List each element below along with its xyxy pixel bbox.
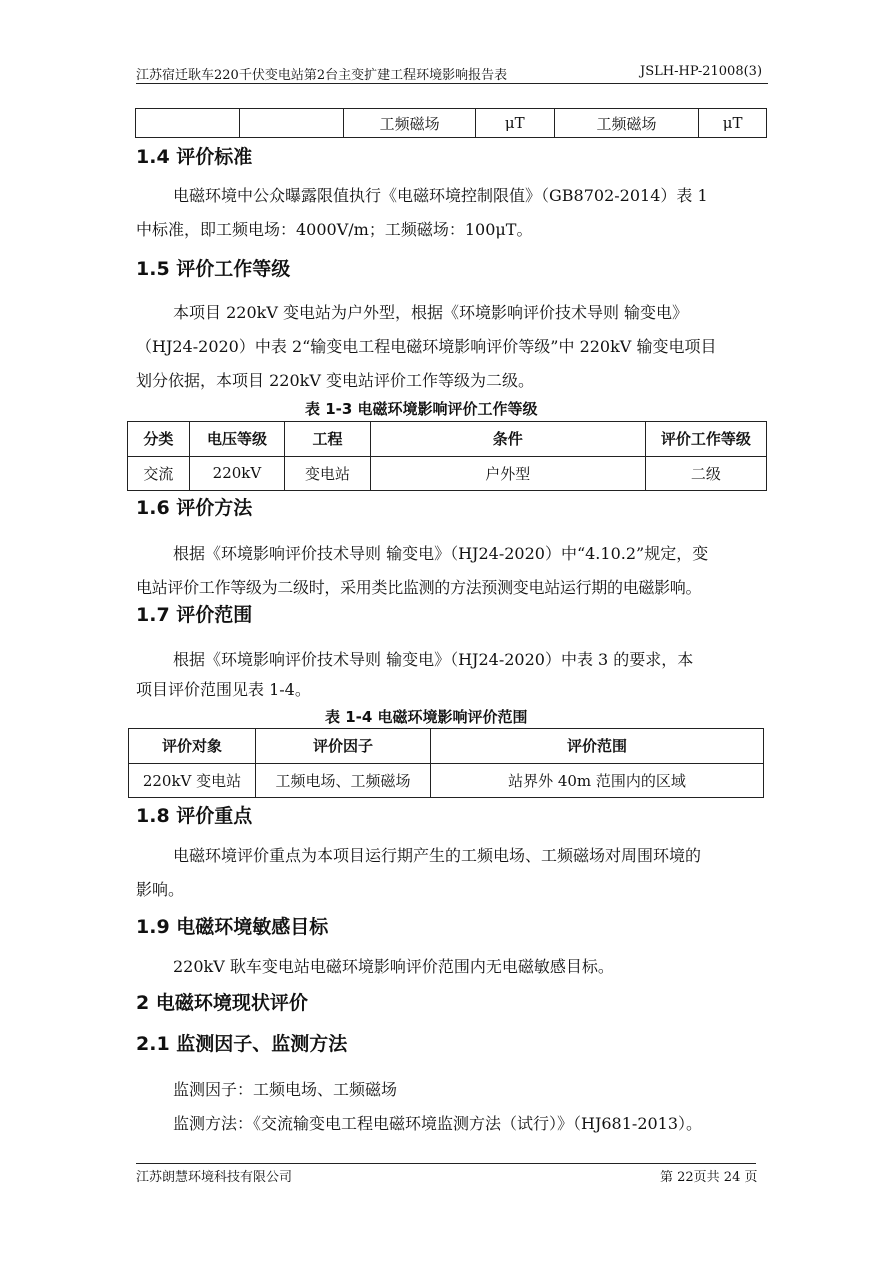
footer-rule bbox=[136, 1163, 756, 1164]
table-cell: 变电站 bbox=[285, 456, 370, 491]
paragraph-line: 电站评价工作等级为二级时，采用类比监测的方法预测变电站运行期的电磁影响。 bbox=[136, 578, 702, 597]
paragraph-line: 影响。 bbox=[136, 880, 185, 899]
table-header-cell: 分类 bbox=[128, 422, 190, 457]
paragraph-line: 根据《环境影响评价技术导则 输变电》（HJ24-2020）中“4.10.2”规定，变 bbox=[173, 544, 709, 563]
table-cell: 户外型 bbox=[370, 456, 645, 491]
table-cell bbox=[240, 109, 344, 138]
paragraph-line: 监测方法：《交流输变电工程电磁环境监测方法（试行）》（HJ681-2013）。 bbox=[173, 1114, 703, 1133]
section-heading-1-7: 1.7 评价范围 bbox=[136, 604, 253, 626]
table-cell: 站界外 40m 范围内的区域 bbox=[431, 763, 764, 798]
paragraph-line: 监测因子：工频电场、工频磁场 bbox=[173, 1080, 398, 1099]
table-1-3 bbox=[127, 421, 767, 491]
table-cell: 220kV bbox=[189, 456, 285, 491]
paragraph-line: 划分依据，本项目 220kV 变电站评价工作等级为二级。 bbox=[136, 371, 534, 390]
table-header-cell: 评价范围 bbox=[431, 729, 764, 764]
table-cell: 工频磁场 bbox=[344, 109, 476, 138]
table-cell: μT bbox=[699, 109, 767, 138]
section-heading-1-6: 1.6 评价方法 bbox=[136, 497, 253, 519]
table-1-4 bbox=[128, 728, 764, 798]
table-header-cell: 工程 bbox=[285, 422, 370, 457]
table-header-cell: 评价工作等级 bbox=[645, 422, 766, 457]
section-heading-1-4: 1.4 评价标准 bbox=[136, 146, 253, 168]
table-header-cell: 电压等级 bbox=[189, 422, 285, 457]
table-header-cell: 条件 bbox=[370, 422, 645, 457]
table-cell: 交流 bbox=[128, 456, 190, 491]
header-rule bbox=[136, 83, 768, 84]
paragraph-line: 中标准，即工频电场：4000V/m；工频磁场：100μT。 bbox=[136, 220, 533, 239]
table-cell: μT bbox=[476, 109, 554, 138]
table-cell: 二级 bbox=[645, 456, 766, 491]
paragraph-line: 根据《环境影响评价技术导则 输变电》（HJ24-2020）中表 3 的要求，本 bbox=[173, 650, 694, 669]
table-row bbox=[129, 763, 764, 798]
footer-company: 江苏朗慧环境科技有限公司 bbox=[136, 1170, 293, 1185]
table-header-row bbox=[129, 729, 764, 764]
table-cell: 工频磁场 bbox=[554, 109, 699, 138]
paragraph-line: 本项目 220kV 变电站为户外型，根据《环境影响评价技术导则 输变电》 bbox=[173, 303, 689, 322]
table-cell bbox=[136, 109, 240, 138]
section-heading-1-8: 1.8 评价重点 bbox=[136, 805, 253, 827]
table-header-cell: 评价因子 bbox=[256, 729, 431, 764]
paragraph-line: 电磁环境中公众曝露限值执行《电磁环境控制限值》（GB8702-2014）表 1 bbox=[173, 186, 708, 205]
table-row bbox=[136, 109, 767, 138]
table-caption: 表 1-3 电磁环境影响评价工作等级 bbox=[305, 400, 538, 418]
table-header-row bbox=[128, 422, 767, 457]
continuation-table bbox=[135, 108, 767, 138]
section-heading-1-5: 1.5 评价工作等级 bbox=[136, 258, 291, 280]
table-caption: 表 1-4 电磁环境影响评价范围 bbox=[325, 708, 528, 726]
paragraph-line: （HJ24-2020）中表 2“输变电工程电磁环境影响评价等级”中 220kV 输变电项目 bbox=[136, 337, 717, 356]
header-doc-number: JSLH-HP-21008(3) bbox=[640, 64, 763, 79]
paragraph-line: 电磁环境评价重点为本项目运行期产生的工频电场、工频磁场对周围环境的 bbox=[173, 846, 702, 865]
section-heading-2-1: 2.1 监测因子、监测方法 bbox=[136, 1033, 348, 1055]
table-header-cell: 评价对象 bbox=[129, 729, 256, 764]
footer-page-number: 第 22页共 24 页 bbox=[660, 1170, 758, 1185]
table-row bbox=[128, 456, 767, 491]
header-title: 江苏宿迁耿车220千伏变电站第2台主变扩建工程环境影响报告表 bbox=[136, 68, 508, 83]
table-cell: 工频电场、工频磁场 bbox=[256, 763, 431, 798]
section-heading-1-9: 1.9 电磁环境敏感目标 bbox=[136, 916, 329, 938]
table-cell: 220kV 变电站 bbox=[129, 763, 256, 798]
paragraph-line: 项目评价范围见表 1-4。 bbox=[136, 680, 311, 699]
section-heading-2: 2 电磁环境现状评价 bbox=[136, 992, 308, 1014]
paragraph-line: 220kV 耿车变电站电磁环境影响评价范围内无电磁敏感目标。 bbox=[173, 957, 614, 976]
